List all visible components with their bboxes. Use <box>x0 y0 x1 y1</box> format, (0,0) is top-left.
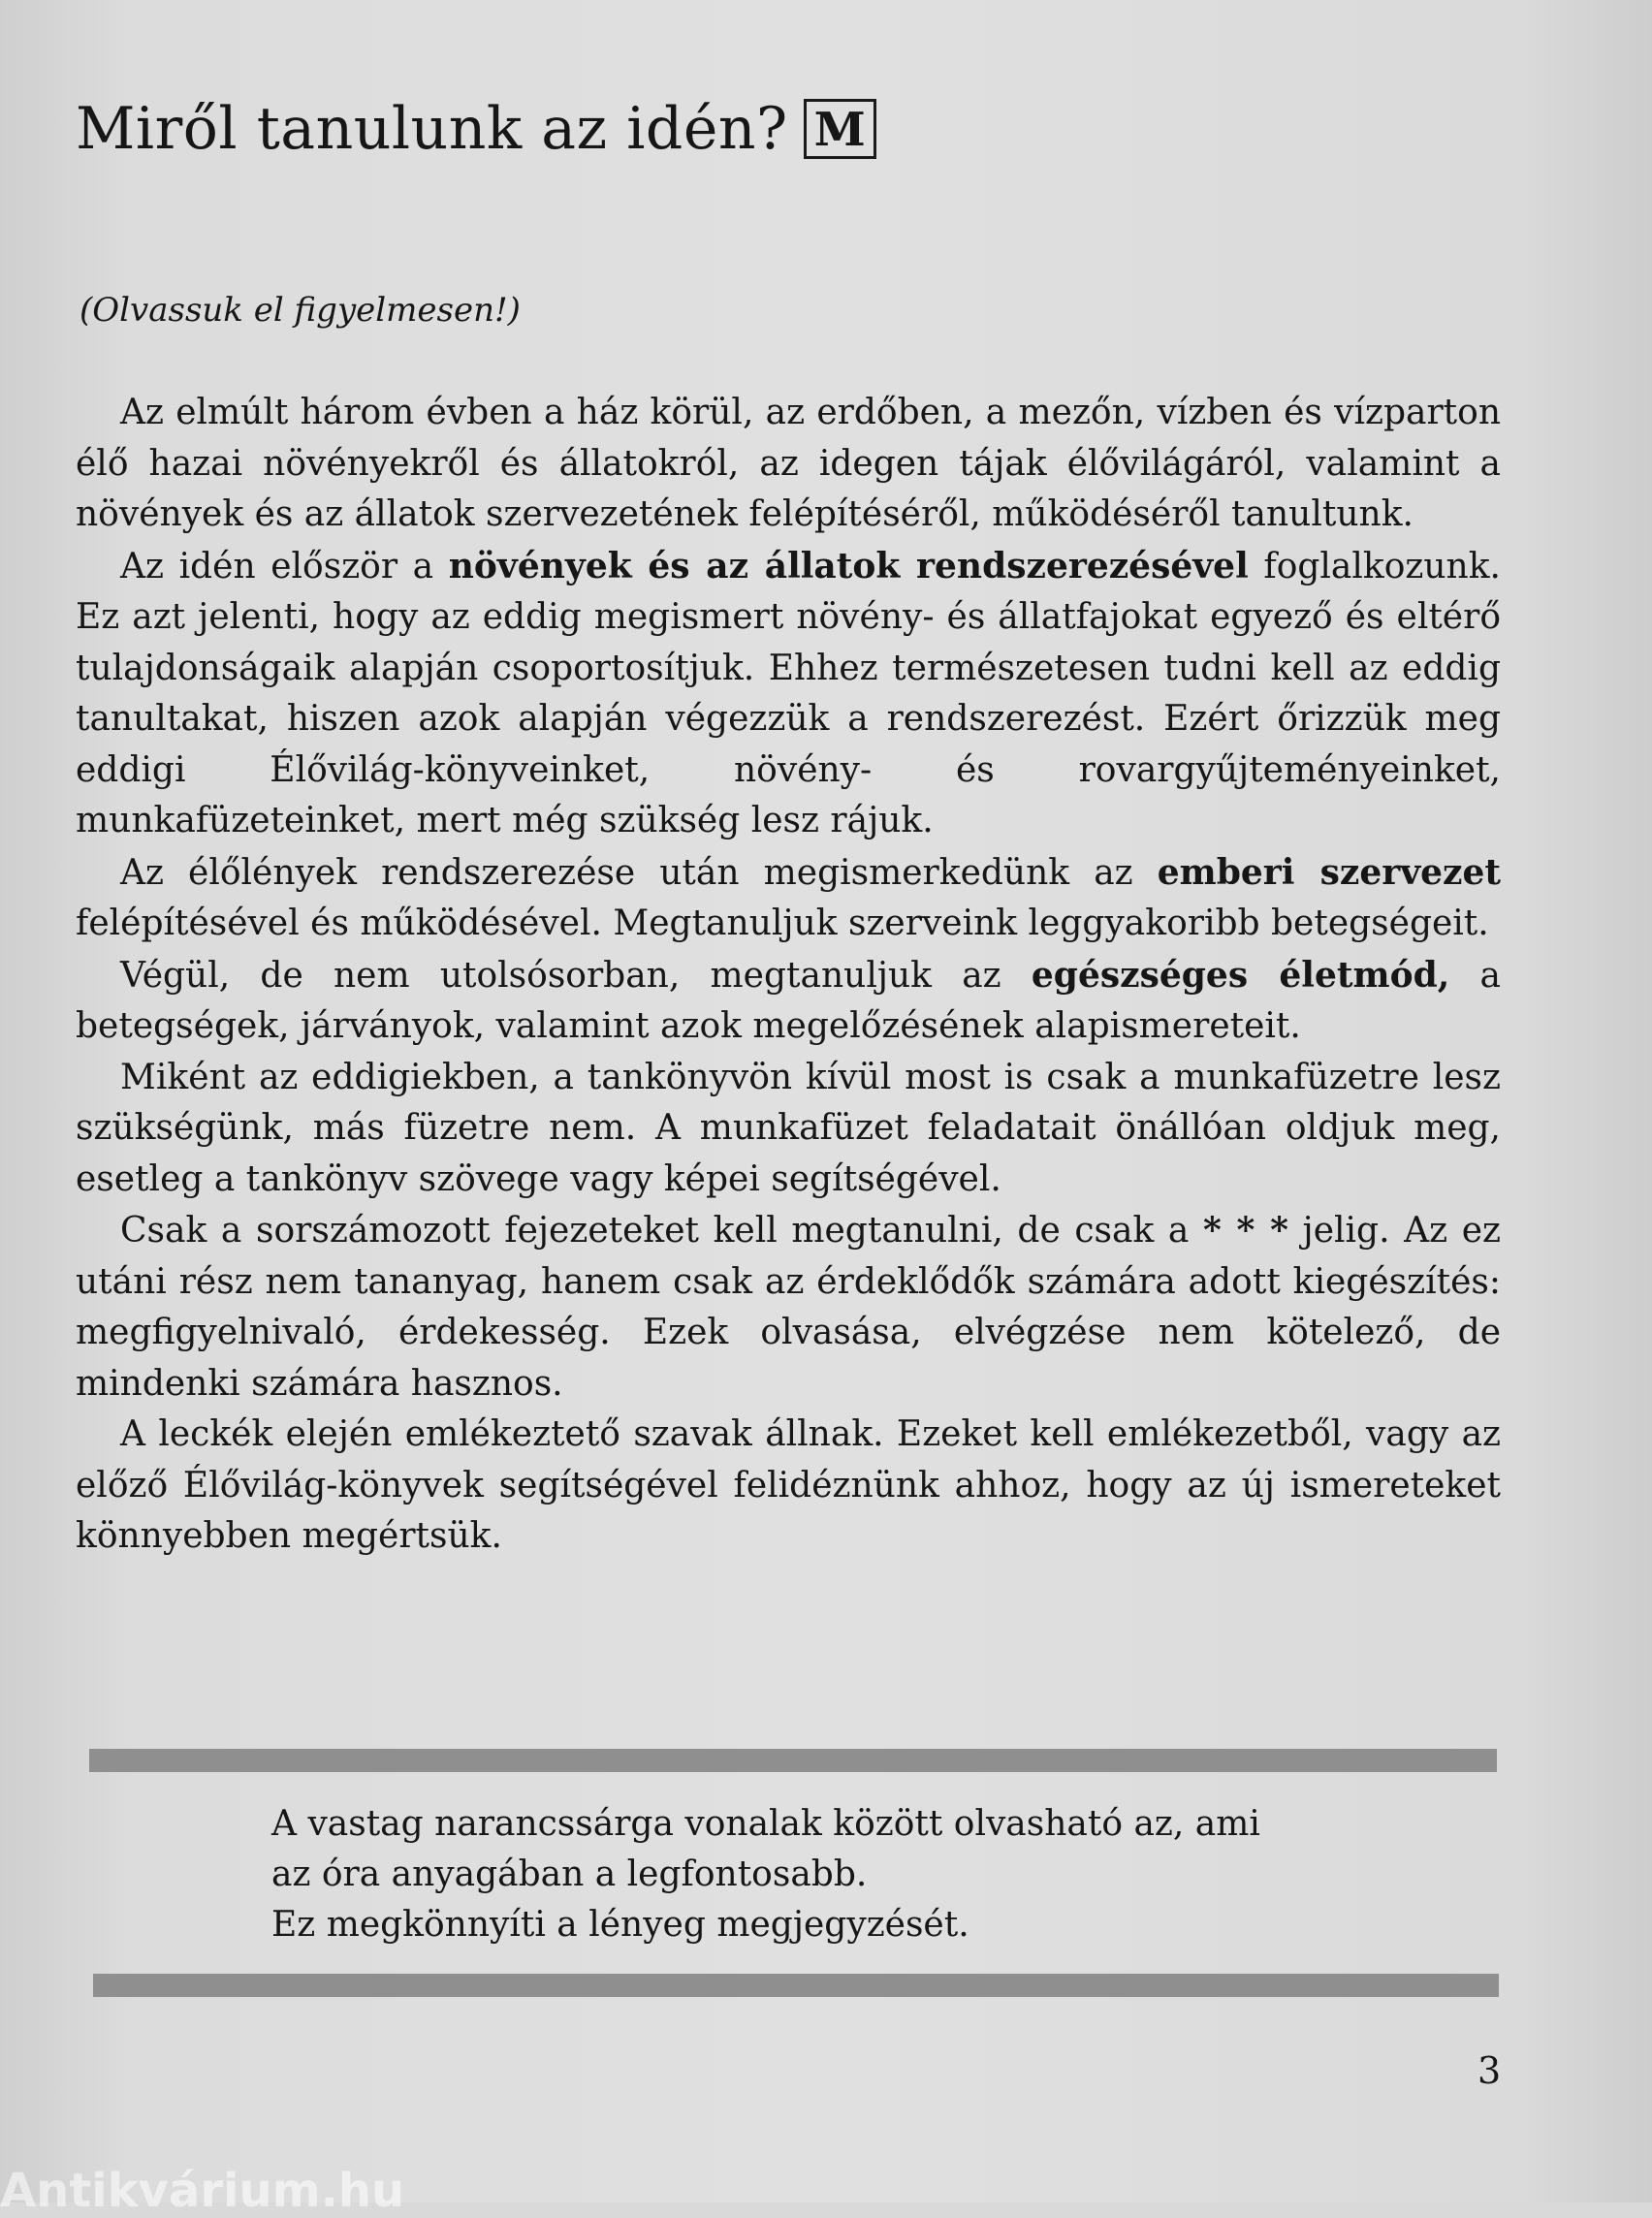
page-number: 3 <box>1477 2049 1502 2092</box>
paragraph-text: Az elmúlt három évben a ház körül, az erdőben, a mezőn, vízben és vízparton élő hazai növényekről és állatokról, az idegen tájak élővilágáról, valamint a növények és az állatok szervezetének felépítéséről, működéséről tanultunk. <box>76 393 1501 534</box>
paragraph-text: Miként az eddigiekben, a tankönyvön kívül most is csak a munkafüzetre lesz szükségünk, más füzetre nem. A munkafüzet feladatait önállóan oldjuk meg, esetleg a tankönyv szövege vagy képei segítségével. <box>76 1057 1501 1199</box>
paragraph-text: Végül, de nem utolsósorban, megtanuljuk az <box>120 955 1032 996</box>
paragraph <box>76 1205 1501 1410</box>
highlight-bar-bottom <box>93 1974 1499 1997</box>
paragraph <box>76 950 1501 1053</box>
paragraph-text: A leckék elején emlékeztető szavak állnak. Ezeket kell emlékezetből, vagy az előző Élővilág-könyvek segítségével felidéznünk ahhoz, hogy az új ismereteket könnyebben megértsük. <box>76 1414 1501 1556</box>
title-badge: M <box>804 99 877 159</box>
paragraph-text: a betegségek, járványok, valamint azok megelőzésének alapismereteit. <box>76 955 1502 1046</box>
highlight-bar-top <box>89 1749 1497 1772</box>
highlight-note <box>271 1799 1260 1950</box>
note-line: Ez megkönnyíti a lényeg megjegyzését. <box>271 1905 969 1945</box>
page-title-text: Miről tanulunk az idén? <box>76 95 788 163</box>
paragraph-text: jelig. Az ez utáni rész nem tananyag, hanem csak az érdeklődők számára adott kiegészítés: megfigyelnivaló, érdekesség. Ezek olvasása, elvégzése nem kötelező, de mindenki számára hasznos. <box>76 1211 1501 1404</box>
paragraph <box>76 847 1501 950</box>
note-line: A vastag narancssárga vonalak között olvasható az, ami <box>271 1804 1260 1844</box>
note-line: az óra anyagában a legfontosabb. <box>271 1854 868 1894</box>
paragraph <box>76 541 1501 847</box>
watermark: Antikvárium.hu <box>0 2164 405 2218</box>
page-title <box>76 95 876 163</box>
paragraph-text: Az idén először a <box>120 546 449 586</box>
paragraph-text: felépítésével és működésével. Megtanuljuk szerveink leggyakoribb betegségeit. <box>76 903 1489 943</box>
emphasized-text: növények és az állatok rendszerezésével <box>448 545 1249 586</box>
paragraph <box>76 1410 1501 1563</box>
paragraph <box>76 1053 1501 1206</box>
asterisk-marker: * * * <box>1203 1210 1288 1251</box>
emphasized-text: egészséges életmód, <box>1031 954 1450 996</box>
paragraph-text: Csak a sorszámozott fejezeteket kell megtanulni, de csak a <box>120 1211 1204 1251</box>
paragraph <box>76 388 1501 541</box>
emphasized-text: emberi szervezet <box>1157 851 1501 893</box>
body-text <box>76 388 1501 1563</box>
paragraph-text: foglalkozunk. Ez azt jelenti, hogy az eddig megismert növény- és állatfajokat egyező és eltérő tulajdonságaik alapján csoportosítjuk. Ehhez természetesen tudni kell az eddig tanultakat, hiszen azok alapján végezzük a rendszerezést. Ezért őrizzük meg eddigi Élővilág-könyveinket, növény- és rovargyűjteményeinket, munkafüzeteinket, mert még szükség lesz rájuk. <box>76 546 1501 840</box>
paragraph-text: Az élőlények rendszerezése után megismerkedünk az <box>120 852 1158 893</box>
reading-instruction: (Olvassuk el figyelmesen!) <box>79 291 521 330</box>
